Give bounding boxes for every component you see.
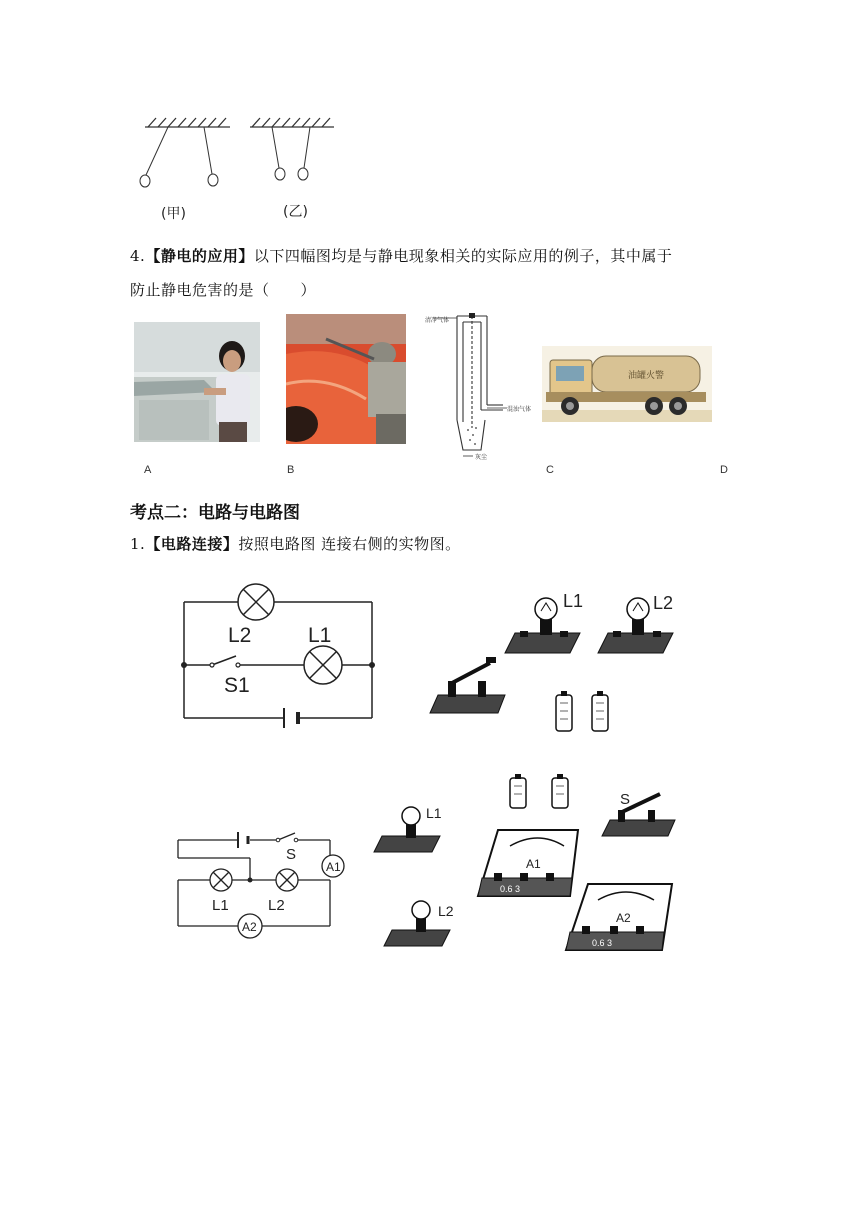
pendulum-figure [120,110,360,225]
knife-switch-2 [602,794,675,836]
circuit-diagram-2 [170,828,360,944]
battery-symbol-2 [238,832,248,848]
circuit1-label-l2: L2 [228,624,252,647]
question-4-tag: 【静电的应用】 [145,247,254,265]
battery-cell-2b [552,774,568,808]
thread-yi-right [304,127,310,168]
circuit2-label-s: S [286,846,297,863]
meter-scale-a1: 0.6 3 [500,884,521,894]
physical2-label-l1: L1 [426,805,442,821]
ball-yi-left [275,168,285,180]
lamp-l2-symbol [238,584,274,620]
precipitator-label-top: 清净气体 [425,318,450,324]
question-4-text1: 以下四幅图均是与静电现象相关的实际应用的例子，其中属于 [253,247,673,265]
circuit1-label-s1: S1 [224,674,250,697]
circuit1-label-l1: L1 [308,624,332,647]
question-1 [130,527,770,561]
lamp-l1-symbol [304,646,342,684]
battery-symbol [284,708,298,728]
section-title: 考点二：电路与电路图 [130,503,300,523]
question-1-tag: 【电路连接】 [145,535,239,553]
lamp-l1-symbol-2 [210,869,232,891]
image-a-photocopier [134,322,260,442]
question-4-text2: 防止静电危害的是（ ） [130,281,317,299]
image-d-tanker-truck [542,346,712,422]
option-label-d: D [720,464,728,476]
physical2-label-l2: L2 [438,903,454,919]
option-label-c: C [546,464,554,476]
circuit2-label-a1: A1 [326,860,341,874]
question-4-number: 4. [130,247,146,265]
precipitator-label-bottom: 灰尘 [475,455,488,461]
thread-jia-left [146,127,168,175]
circuit2-label-a2: A2 [242,920,257,934]
ceiling-jia [145,118,230,127]
label-jia: (甲) [161,206,186,222]
circuit2-label-l2: L2 [268,897,285,914]
battery-cell-2a [510,774,526,808]
knife-switch-1 [430,657,505,713]
image-c-precipitator [423,310,543,462]
physical2-label-a1: A1 [526,857,541,871]
ball-jia-right [208,174,218,186]
option-label-b: B [287,464,295,476]
question-4-line1 [130,239,770,273]
ball-yi-right [298,168,308,180]
physical1-label-l2: L2 [653,593,674,613]
physical2-label-a2: A2 [616,911,631,925]
question-1-number: 1. [130,535,146,553]
image-b-spray-painting [286,314,406,444]
battery-cell-1a [556,691,572,731]
truck-text: 油罐火警 [627,370,665,380]
ball-jia-left [140,175,150,187]
meter-scale-a2: 0.6 3 [592,938,613,948]
option-label-a: A [144,464,152,476]
physical1-label-l1: L1 [563,591,584,611]
battery-cell-1b [592,691,608,731]
lamp-l2-symbol-2 [276,869,298,891]
ceiling-yi [250,118,334,127]
thread-jia-right [204,127,212,174]
physical-components-2 [370,768,690,954]
circuit2-label-l1: L1 [212,897,229,914]
thread-yi-left [272,127,279,168]
physical-components-1 [420,585,700,740]
question-1-text: 按照电路图 连接右侧的实物图。 [238,535,461,553]
physical2-label-s: S [620,791,631,808]
precipitator-label-mid: 混浊气体 [507,407,532,413]
label-yi: (乙) [283,204,308,220]
circuit-diagram-1 [176,580,382,730]
question-4 [130,239,770,307]
